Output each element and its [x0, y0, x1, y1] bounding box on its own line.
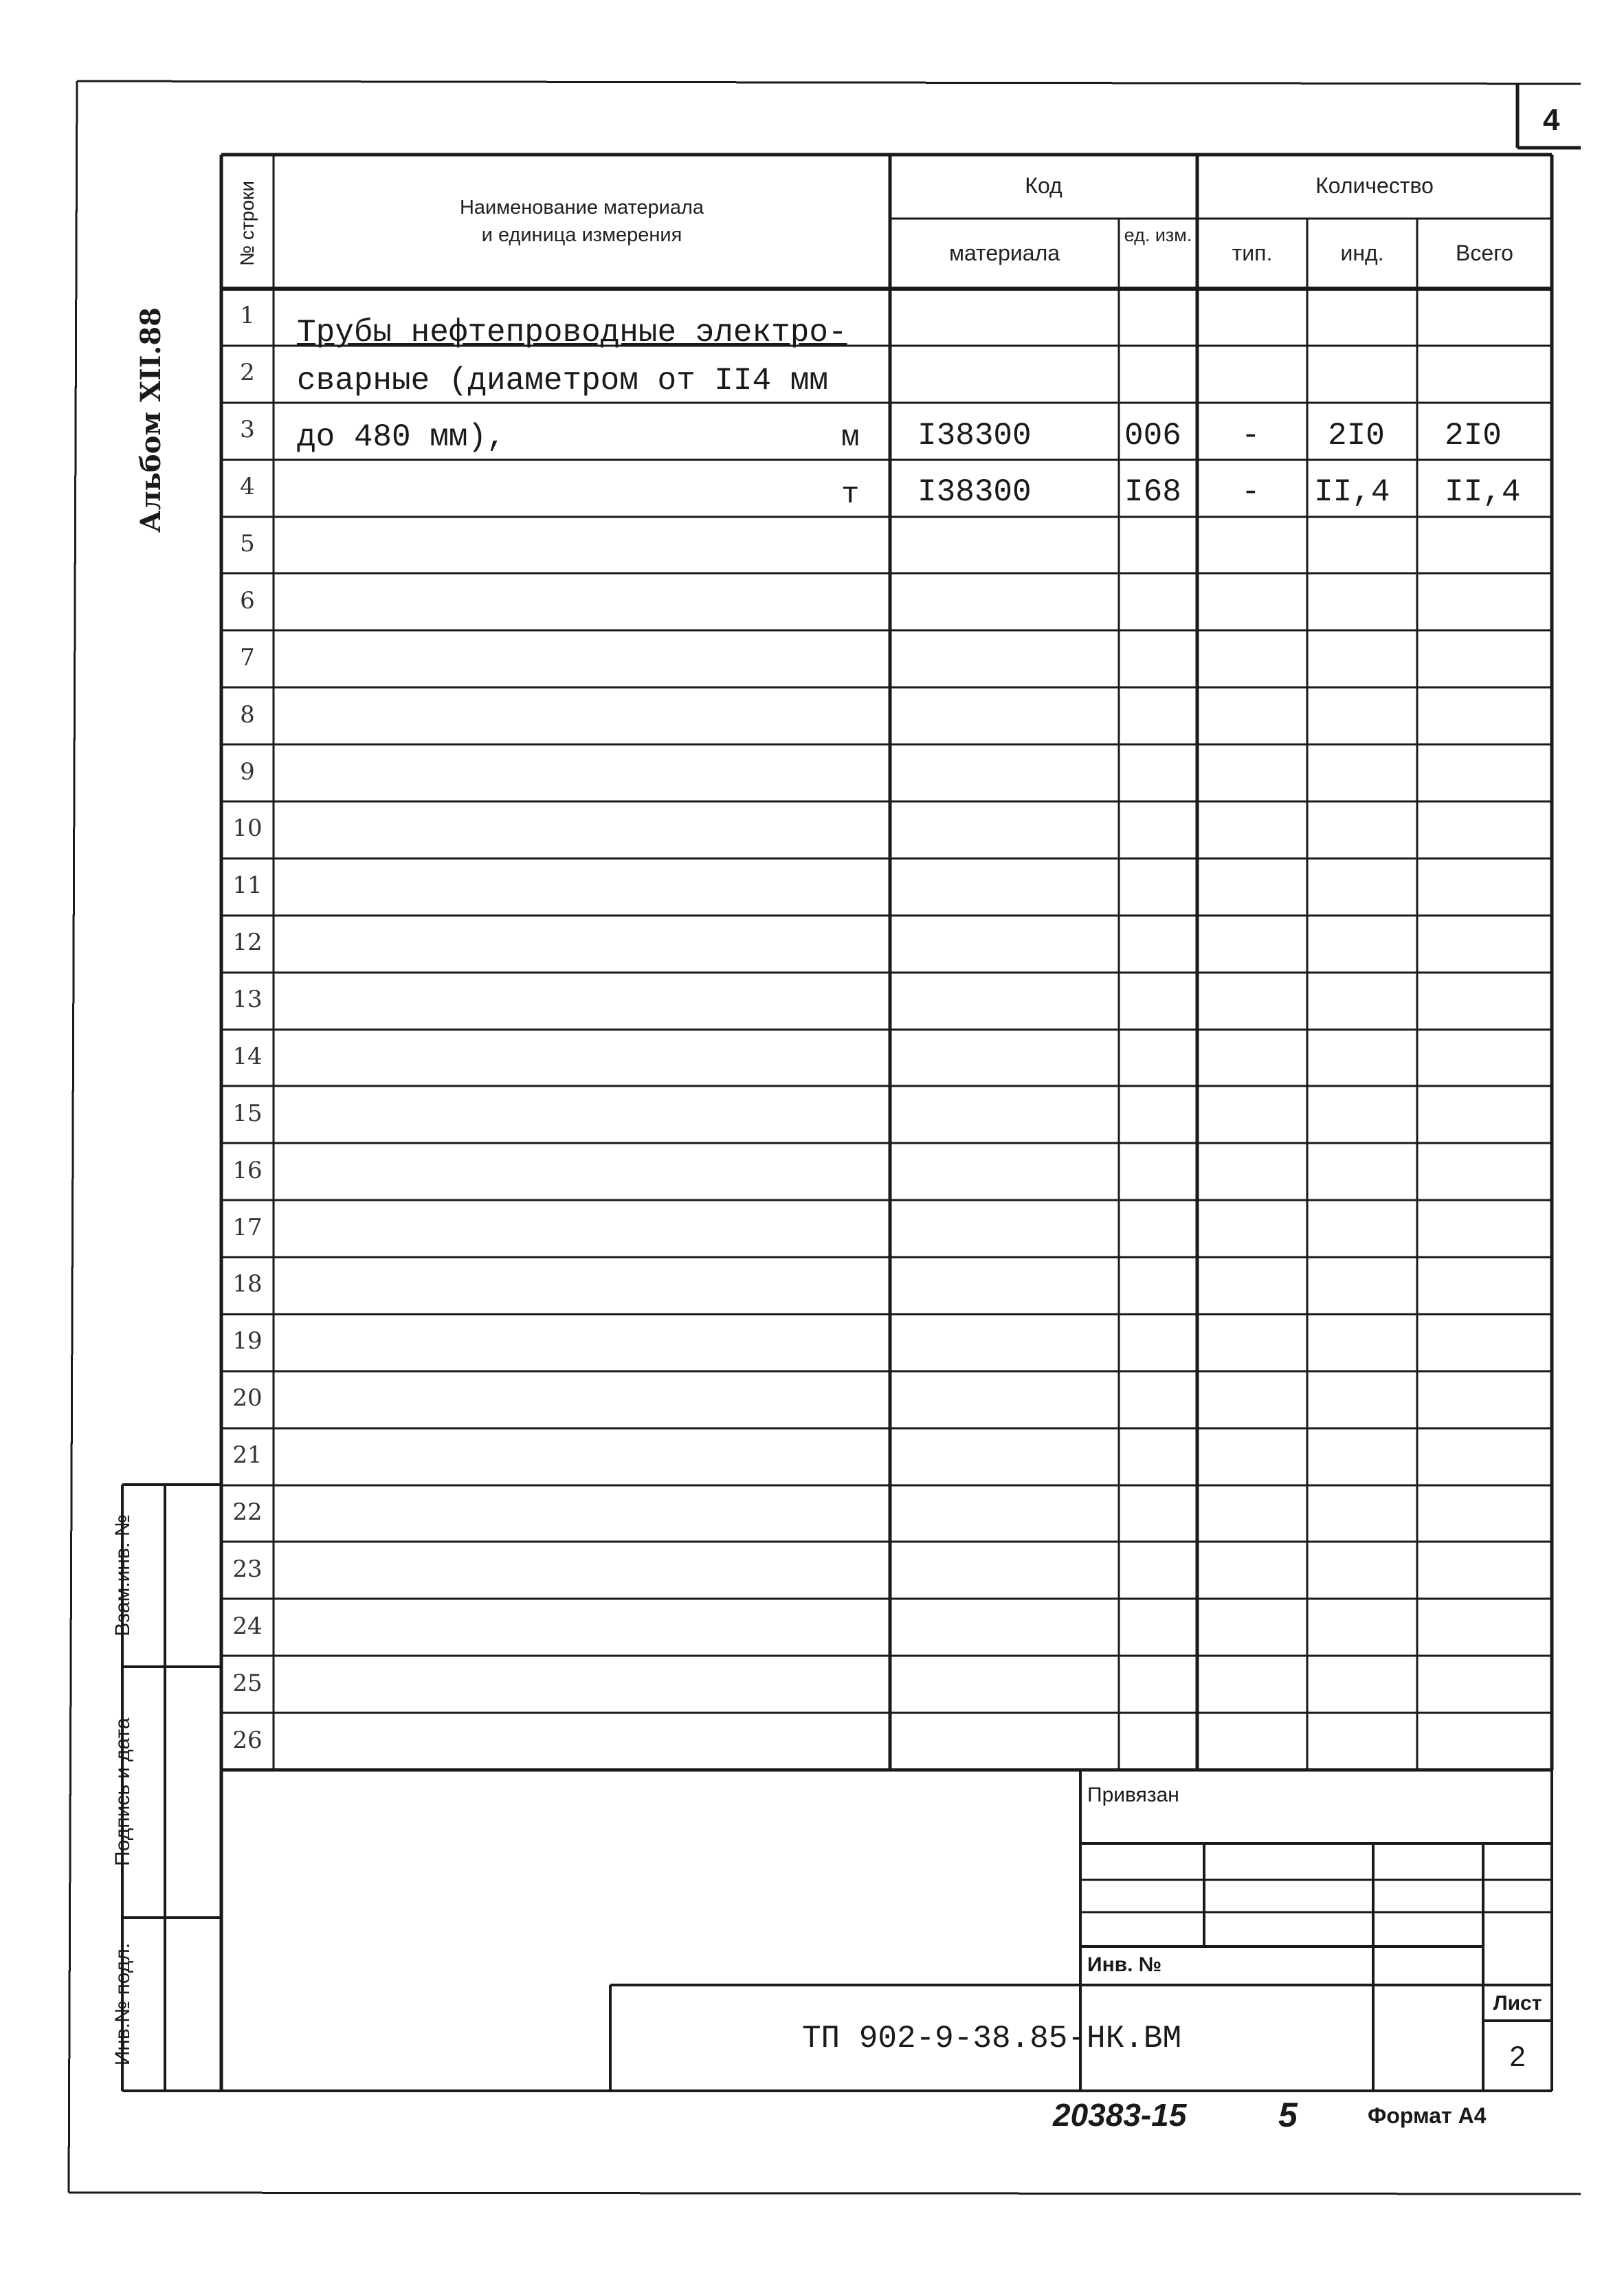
- row-4-code: I38300: [917, 474, 1032, 510]
- row-3-ind: 2I0: [1328, 418, 1385, 454]
- row-4-ind: II,4: [1314, 474, 1390, 510]
- row-number: 4: [240, 473, 255, 500]
- row-number: 1: [240, 302, 255, 329]
- row-number: 16: [232, 1157, 263, 1184]
- row-3-unit-code: 006: [1124, 418, 1181, 454]
- row-number: 17: [232, 1214, 263, 1241]
- row-number: 13: [232, 986, 263, 1013]
- header-qty-ind: инд.: [1340, 241, 1384, 265]
- row-3-code: I38300: [917, 418, 1032, 454]
- copy-number: 5: [1278, 2096, 1298, 2134]
- archive-number: 20383-15: [1053, 2097, 1187, 2133]
- row-number: 24: [232, 1612, 263, 1640]
- row-number: 15: [232, 1100, 263, 1127]
- row-number: 2: [240, 359, 255, 386]
- header-name: Наименование материала и единица измерения: [459, 197, 704, 246]
- row-number: 14: [232, 1043, 263, 1070]
- row-4-total: II,4: [1445, 474, 1521, 510]
- row-number: 3: [240, 416, 255, 443]
- row-3-name: до 480 мм),: [297, 419, 506, 455]
- row-3-typ: -: [1241, 418, 1260, 454]
- row-2-name: сварные (диаметром от II4 мм: [297, 363, 828, 399]
- stamp-inv-original: Инв.№ подл.: [111, 1942, 134, 2066]
- row-number: 9: [240, 758, 255, 786]
- row-number: 11: [232, 872, 263, 899]
- row-number: 19: [232, 1327, 263, 1355]
- document-code: ТП 902-9-38.85-НК.ВМ: [801, 2021, 1182, 2056]
- header-qty-total: Всего: [1456, 241, 1513, 265]
- row-4-unit-code: I68: [1124, 474, 1181, 510]
- row-number: 20: [232, 1384, 263, 1412]
- row-number: 23: [232, 1555, 263, 1583]
- sheet-number: 2: [1509, 2040, 1526, 2072]
- row-number: 12: [232, 929, 263, 956]
- row-4-unit: т: [841, 478, 860, 512]
- row-number: 6: [240, 587, 255, 614]
- stamp-signature-date: Подпись и дата: [111, 1718, 134, 1866]
- format-label: Формат А4: [1368, 2103, 1487, 2128]
- header-row-number: № строки: [236, 181, 258, 266]
- row-number: 18: [232, 1270, 263, 1298]
- sheet-label: Лист: [1493, 1992, 1542, 2015]
- row-number: 25: [232, 1670, 263, 1697]
- row-number: 8: [240, 701, 255, 729]
- header-qty-group: Количество: [1315, 173, 1434, 198]
- bound-to-label: Привязан: [1087, 1784, 1179, 1806]
- header-code-material: материала: [948, 241, 1060, 265]
- row-4-typ: -: [1241, 474, 1260, 510]
- row-3-total: 2I0: [1445, 418, 1502, 454]
- stamp-replaced-inv: Взам.инв. №: [111, 1514, 134, 1637]
- row-3-unit: м: [841, 421, 860, 455]
- row-number: 26: [232, 1727, 263, 1754]
- row-number: 21: [232, 1441, 263, 1469]
- row-number: 22: [232, 1498, 263, 1526]
- header-code-group: Код: [1025, 173, 1063, 198]
- header-code-unit: ед. изм.: [1124, 225, 1192, 245]
- inv-no-label: Инв. №: [1087, 1953, 1162, 1976]
- row-number: 10: [232, 814, 263, 842]
- row-number: 5: [240, 530, 255, 557]
- header-qty-typ: тип.: [1232, 241, 1273, 265]
- row-number: 7: [240, 644, 255, 672]
- page-number: 4: [1543, 103, 1560, 137]
- album-label: Альбом XII.88: [135, 307, 167, 533]
- row-1-name: Трубы нефтепроводные электро-: [297, 315, 847, 351]
